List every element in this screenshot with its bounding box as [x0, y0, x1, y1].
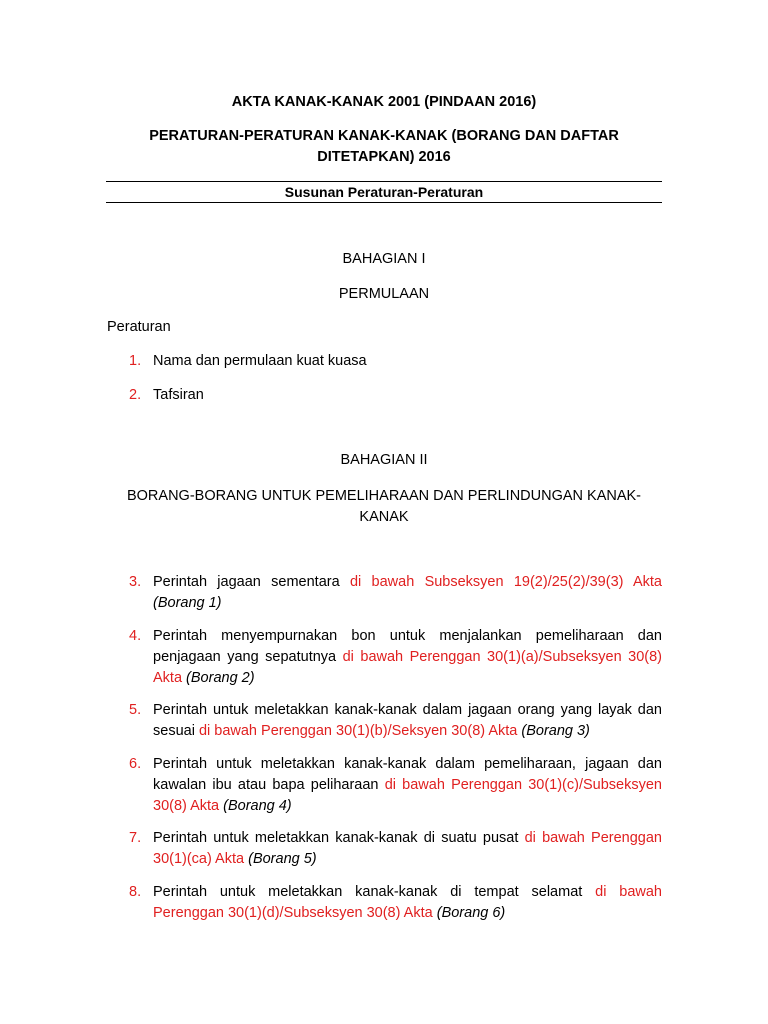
item-text: Tafsiran	[153, 387, 204, 403]
list-item	[125, 700, 662, 742]
regulation-label: Peraturan	[107, 319, 171, 335]
item-text: Perintah menyempurnakan bon untuk menjalankan pemeliharaan dan penjagaan yang sepatutnya di bawah Perenggan 30(1)(a)/Subseksyen 30(8) Akta (Borang 2)	[153, 628, 662, 686]
form-reference: (Borang 3)	[521, 723, 590, 739]
legal-reference: di bawah Perenggan 30(1)(d)/Subseksyen 30(8) Akta	[153, 884, 662, 921]
part1-subheading: PERMULAAN	[338, 286, 430, 302]
list-item	[125, 828, 662, 870]
item-number: 2.	[129, 387, 142, 403]
list-item	[125, 882, 662, 924]
item-text: Perintah untuk meletakkan kanak-kanak di suatu pusat di bawah Perenggan 30(1)(ca) Akta (Borang 5)	[153, 830, 662, 867]
list-item	[125, 626, 662, 689]
list-item	[125, 572, 662, 614]
item-text: Perintah untuk meletakkan kanak-kanak di tempat selamat di bawah Perenggan 30(1)(d)/Subseksyen 30(8) Akta (Borang 6)	[153, 884, 662, 921]
item-text: Perintah untuk meletakkan kanak-kanak dalam jagaan orang yang layak dan sesuai di bawah Perenggan 30(1)(b)/Seksyen 30(8) Akta (Borang 3)	[153, 702, 662, 739]
legal-reference: di bawah Perenggan 30(1)(a)/Subseksyen 30(8) Akta	[153, 649, 662, 686]
item-number: 8.	[129, 884, 142, 900]
item-text: Perintah untuk meletakkan kanak-kanak dalam pemeliharaan, jagaan dan kawalan ibu atau bapa peliharaan di bawah Perenggan 30(1)(c)/Subseksyen 30(8) Akta (Borang 4)	[153, 756, 662, 814]
legal-reference: di bawah Perenggan 30(1)(b)/Seksyen 30(8) Akta	[198, 723, 518, 739]
part1-heading: BAHAGIAN I	[342, 251, 426, 267]
legal-reference: di bawah Subseksyen 19(2)/25(2)/39(3) Akta	[349, 574, 662, 590]
list-item	[125, 385, 662, 406]
form-reference: (Borang 5)	[248, 851, 317, 867]
legal-reference: di bawah Perenggan 30(1)(ca) Akta	[153, 830, 662, 867]
item-number: 7.	[129, 830, 142, 846]
item-text: Perintah jagaan sementara di bawah Subseksyen 19(2)/25(2)/39(3) Akta (Borang 1)	[153, 574, 662, 611]
arrangement-heading: Susunan Peraturan-Peraturan	[284, 184, 484, 200]
bottom-rule	[106, 202, 662, 203]
item-number: 1.	[129, 353, 142, 369]
regulations-title: PERATURAN-PERATURAN KANAK-KANAK (BORANG DAN DAFTAR DITETAPKAN) 2016	[149, 128, 619, 165]
top-rule	[106, 181, 662, 182]
form-reference: (Borang 1)	[153, 595, 222, 611]
list-item	[125, 351, 662, 372]
form-reference: (Borang 4)	[223, 798, 292, 814]
item-number: 3.	[129, 574, 142, 590]
legal-reference: di bawah Perenggan 30(1)(c)/Subseksyen 30(8) Akta	[153, 777, 662, 814]
list-item	[125, 754, 662, 817]
item-number: 6.	[129, 756, 142, 772]
item-text: Nama dan permulaan kuat kuasa	[153, 353, 367, 369]
form-reference: (Borang 2)	[186, 670, 255, 686]
item-number: 4.	[129, 628, 142, 644]
form-reference: (Borang 6)	[436, 905, 506, 921]
act-title: AKTA KANAK-KANAK 2001 (PINDAAN 2016)	[231, 94, 537, 110]
part2-heading: BAHAGIAN II	[340, 452, 428, 468]
part2-subheading: BORANG-BORANG UNTUK PEMELIHARAAN DAN PERLINDUNGAN KANAK-KANAK	[126, 488, 642, 525]
item-number: 5.	[129, 702, 142, 718]
